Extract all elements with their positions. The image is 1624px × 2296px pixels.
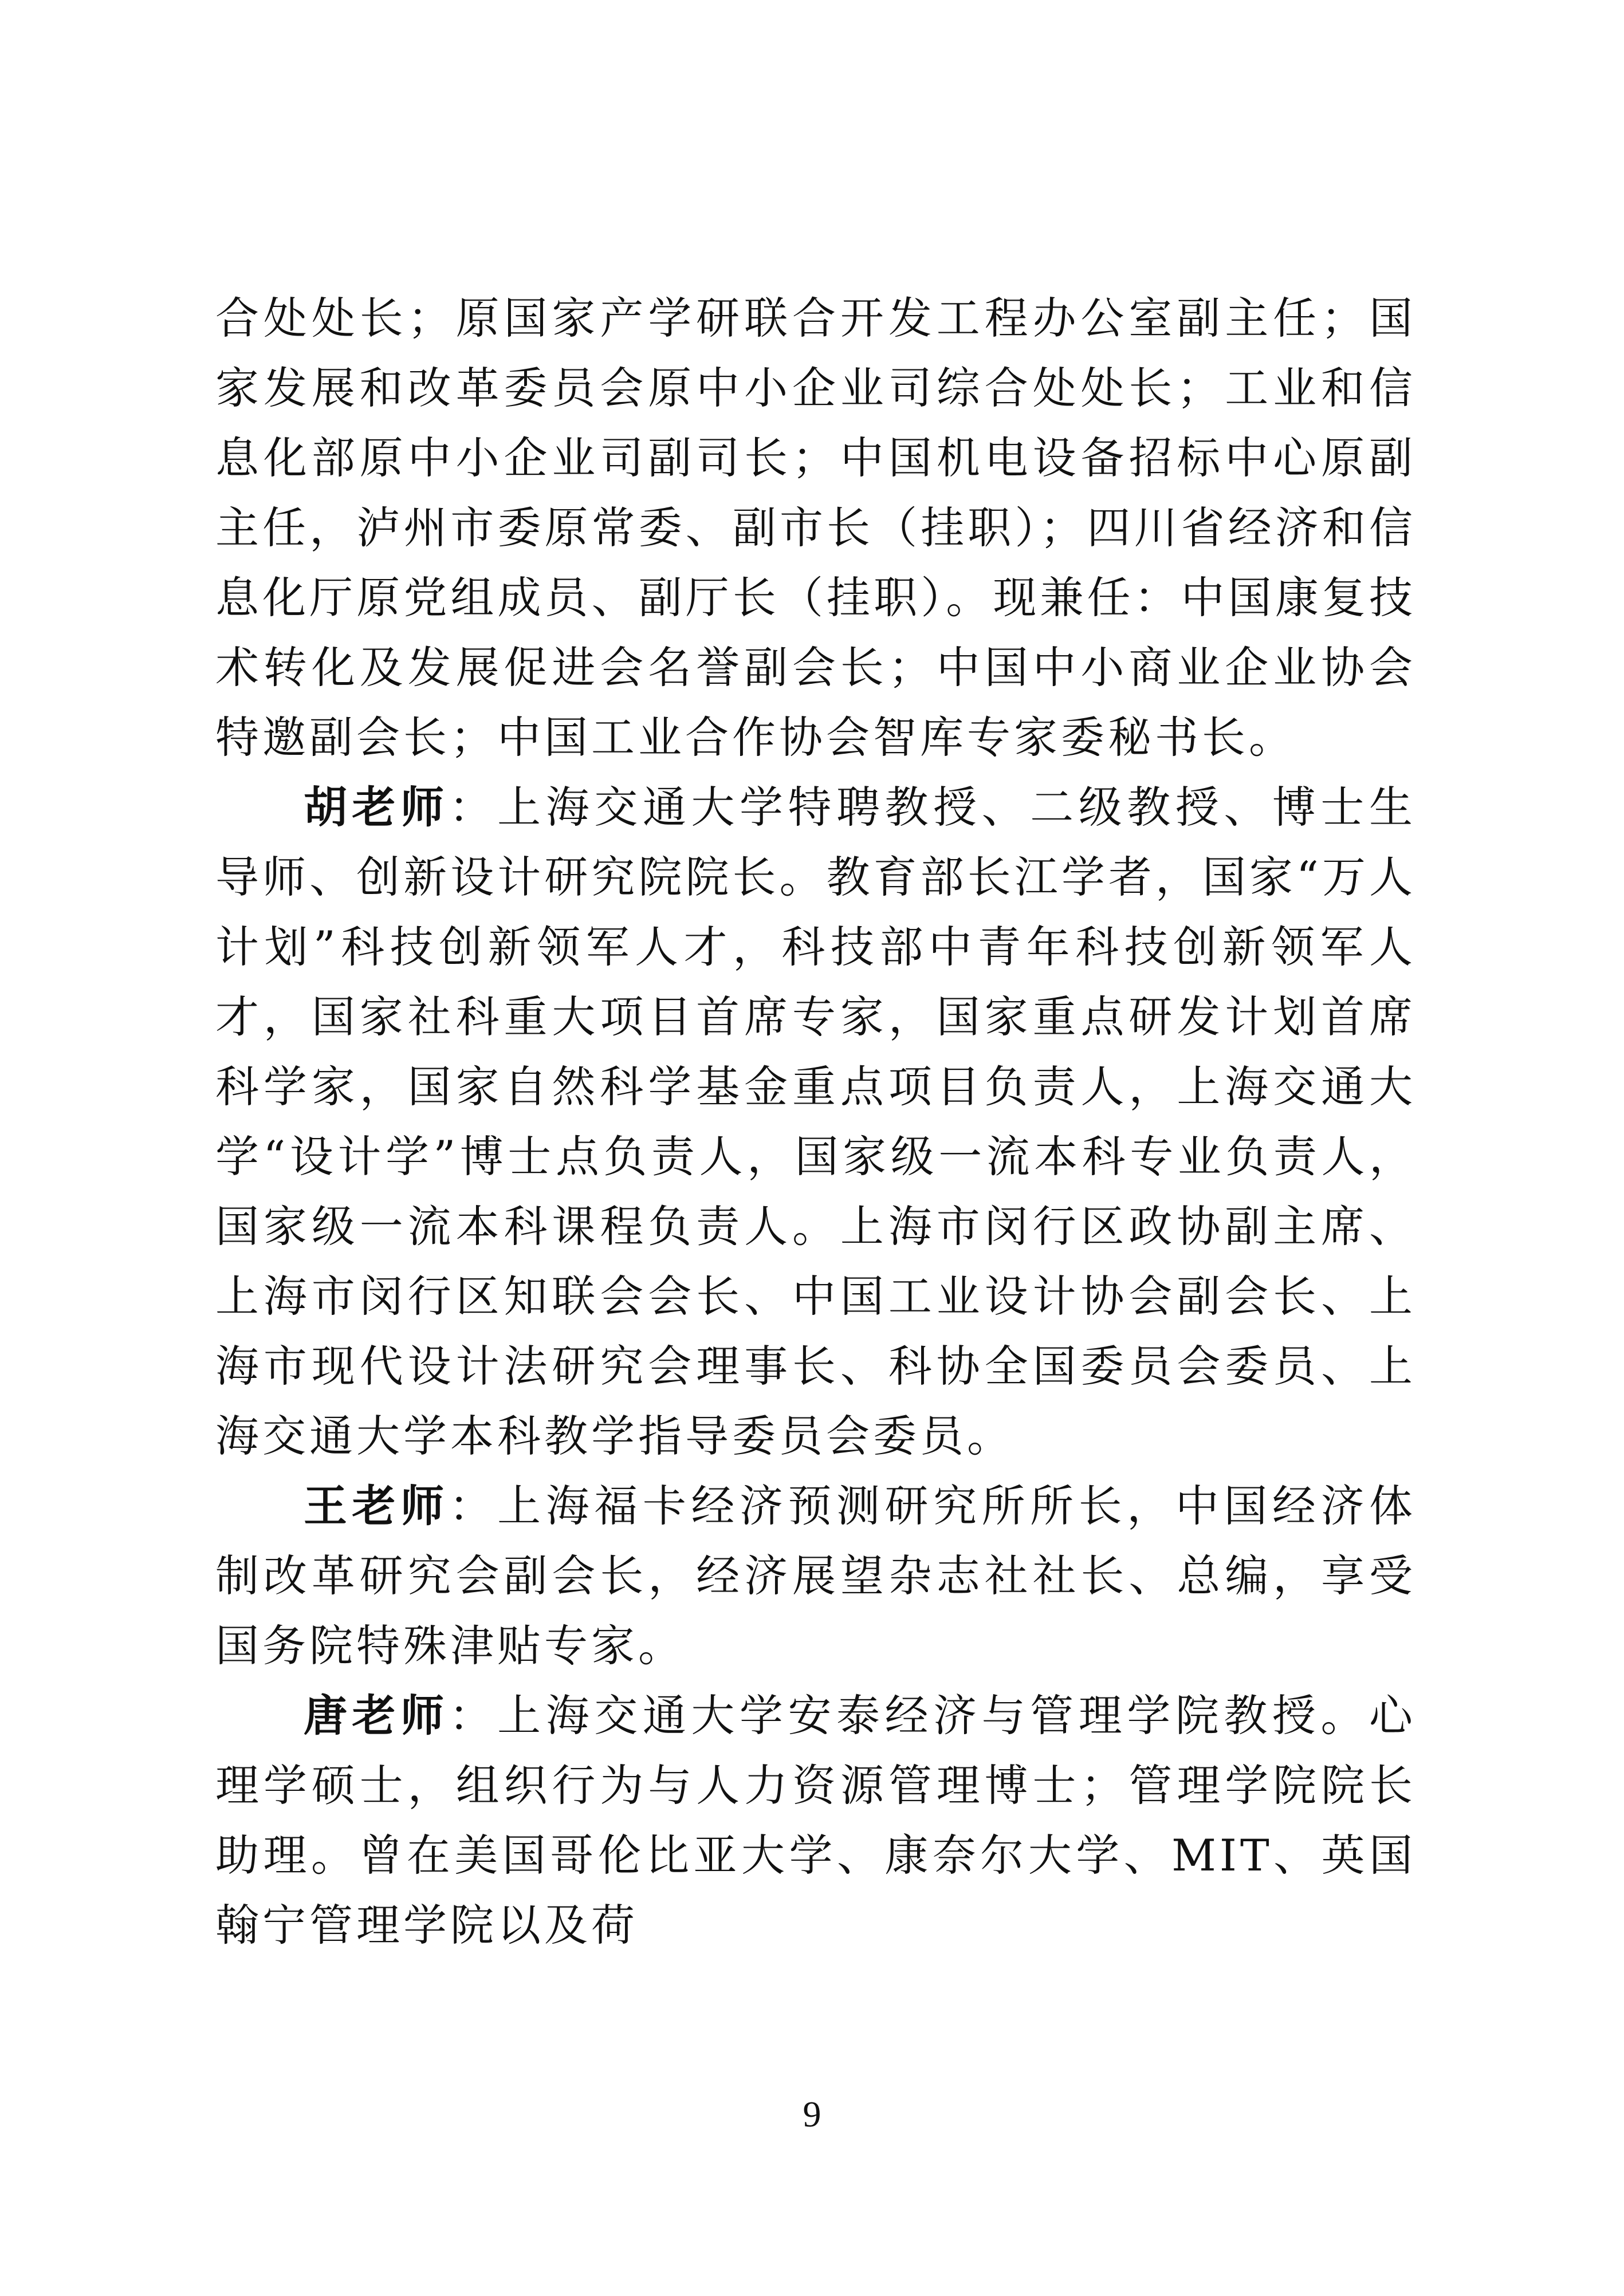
paragraph-text: 合处处长；原国家产学研联合开发工程办公室副主任；国家发展和改革委员会原中小企业司综合处处长；工业和信息化部原中小企业司副司长；中国机电设备招标中心原副主任，泸州市委原常委、副市长（挂职）；四川省经济和信息化厅原党组成员、副厅长（挂职）。现兼任：中国康复技术转化及发展促进会名誉副会长；中国中小商业企业协会特邀副会长；中国工业合作协会智库专家委秘书长。: [215, 293, 1416, 763]
paragraph-wang: [215, 1471, 1416, 1681]
paragraph-text: ：上海福卡经济预测研究所所长，中国经济体制改革研究会副会长，经济展望杂志社社长、总编，享受国务院特殊津贴专家。: [215, 1480, 1417, 1671]
paragraph-hu: [215, 773, 1416, 1471]
paragraph-text: ：上海交通大学安泰经济与管理学院教授。心理学硕士，组织行为与人力资源管理博士；管理学院院长助理。曾在美国哥伦比亚大学、康奈尔大学、MIT、英国翰宁管理学院以及荷: [215, 1690, 1417, 1951]
page-body: [215, 283, 1416, 1960]
page-number: 9: [803, 2094, 821, 2134]
paragraph-continuation: [215, 283, 1416, 773]
person-name: 胡老师: [304, 782, 449, 833]
person-name: 王老师: [304, 1480, 449, 1531]
paragraph-tang: [215, 1681, 1416, 1960]
person-name: 唐老师: [304, 1690, 449, 1741]
paragraph-text: ：上海交通大学特聘教授、二级教授、博士生导师、创新设计研究院院长。教育部长江学者，国家“万人计划”科技创新领军人才，科技部中青年科技创新领军人才，国家社科重大项目首席专家，国家重点研发计划首席科学家，国家自然科学基金重点项目负责人，上海交通大学“设计学”博士点负责人，国家级一流本科专业负责人，国家级一流本科课程负责人。上海市闵行区政协副主席、上海市闵行区知联会会长、中国工业设计协会副会长、上海市现代设计法研究会理事长、科协全国委员会委员、上海交通大学本科教学指导委员会委员。: [215, 782, 1417, 1462]
